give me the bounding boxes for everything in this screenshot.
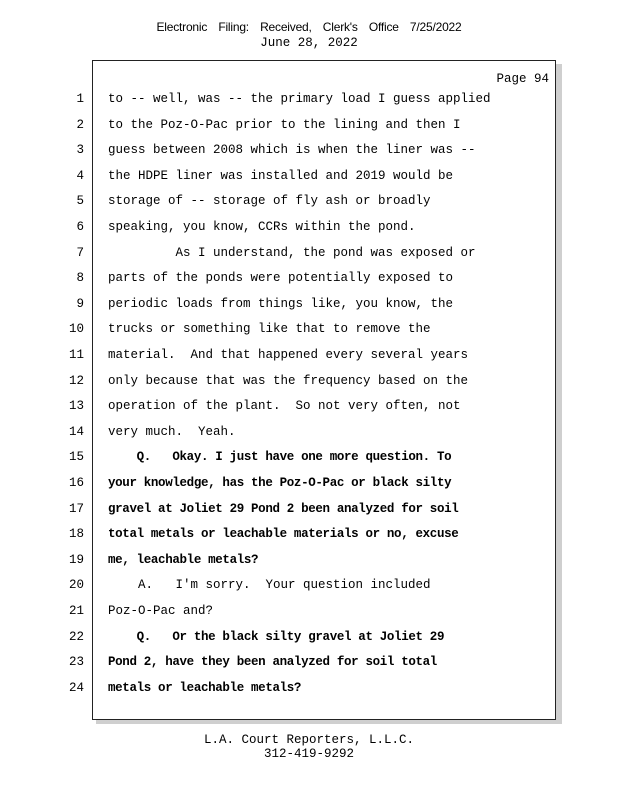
transcript-line	[0, 604, 618, 630]
transcript-line	[0, 220, 618, 246]
filing-stamp-electronic: Electronic	[156, 20, 208, 34]
transcript-line	[0, 194, 618, 220]
filing-stamp	[0, 20, 618, 34]
transcript-line	[0, 425, 618, 451]
transcript-line	[0, 681, 618, 707]
line-number: 20	[68, 578, 84, 593]
transcript-line	[0, 450, 618, 476]
line-text: periodic loads from things like, you know, the	[108, 296, 454, 311]
transcript-line	[0, 348, 618, 374]
transcript-line	[0, 553, 618, 579]
filing-stamp-received: Received,	[260, 20, 312, 34]
footer-company: L.A. Court Reporters, L.L.C.	[203, 733, 415, 747]
line-text: your knowledge, has the Poz-O-Pac or black silty	[108, 476, 452, 490]
line-number: 4	[76, 168, 84, 183]
line-number: 9	[76, 296, 84, 311]
line-text: trucks or something like that to remove the	[108, 322, 431, 337]
line-number: 15	[68, 450, 84, 465]
filing-stamp-date: 7/25/2022	[409, 20, 462, 34]
line-text: very much. Yeah.	[108, 424, 236, 439]
line-number: 10	[68, 322, 84, 337]
line-text: total metals or leachable materials or no, excuse	[108, 527, 459, 542]
line-number: 3	[76, 143, 84, 158]
transcript-line	[0, 578, 618, 604]
line-text: to -- well, was -- the primary load I guess applied	[108, 92, 491, 106]
line-number: 18	[68, 527, 84, 542]
transcript-line	[0, 527, 618, 553]
footer	[0, 733, 618, 761]
line-text: Q. Or the black silty gravel at Joliet 29	[108, 629, 445, 644]
footer-phone: 312-419-9292	[263, 747, 354, 761]
line-number: 16	[68, 476, 84, 490]
transcript-line	[0, 246, 618, 272]
transcript-line	[0, 297, 618, 323]
line-text: the HDPE liner was installed and 2019 would be	[108, 168, 454, 183]
page-number: Page 94	[496, 72, 549, 86]
line-text: Pond 2, have they been analyzed for soil total	[108, 655, 437, 670]
filing-stamp-filing: Filing:	[218, 20, 249, 34]
deposition-date: June 28, 2022	[260, 36, 358, 50]
line-number: 7	[76, 245, 84, 260]
line-number: 6	[76, 220, 84, 234]
transcript-line	[0, 476, 618, 502]
line-text: storage of -- storage of fly ash or broadly	[108, 194, 431, 209]
transcript-line	[0, 655, 618, 681]
line-number: 1	[76, 92, 84, 106]
line-text: me, leachable metals?	[108, 552, 259, 567]
line-text: metals or leachable metals?	[108, 680, 302, 695]
transcript-line	[0, 630, 618, 656]
line-number: 23	[68, 655, 84, 670]
line-text: material. And that happened every several years	[108, 348, 469, 362]
line-text: parts of the ponds were potentially exposed to	[108, 271, 454, 286]
line-text: guess between 2008 which is when the liner was --	[108, 143, 476, 158]
line-number: 17	[68, 501, 84, 516]
transcript-line	[0, 374, 618, 400]
transcript-line	[0, 322, 618, 348]
transcript-line	[0, 92, 618, 118]
line-number: 21	[68, 604, 84, 618]
line-number: 14	[68, 424, 84, 439]
line-text: only because that was the frequency based on the	[108, 373, 469, 388]
line-text: operation of the plant. So not very often, not	[108, 399, 461, 414]
transcript-line	[0, 143, 618, 169]
line-number: 12	[68, 373, 84, 388]
line-number: 11	[68, 348, 84, 362]
line-number: 5	[76, 194, 84, 209]
filing-stamp-office: Office	[368, 20, 399, 34]
transcript-line	[0, 118, 618, 144]
line-text: A. I'm sorry. Your question included	[108, 578, 431, 593]
line-number: 2	[76, 117, 84, 132]
line-number: 24	[68, 680, 84, 695]
line-text: gravel at Joliet 29 Pond 2 been analyzed for soil	[108, 501, 459, 516]
line-number: 19	[68, 552, 84, 567]
line-text: speaking, you know, CCRs within the pond.	[108, 220, 416, 234]
line-text: to the Poz-O-Pac prior to the lining and then I	[108, 117, 461, 132]
filing-stamp-clerks: Clerk's	[322, 20, 358, 34]
line-text: Poz-O-Pac and?	[108, 604, 214, 618]
line-number: 8	[76, 271, 84, 286]
transcript-line	[0, 169, 618, 195]
line-number: 13	[68, 399, 84, 414]
transcript-line	[0, 271, 618, 297]
transcript-line	[0, 502, 618, 528]
line-text: As I understand, the pond was exposed or	[108, 245, 476, 260]
line-text: Q. Okay. I just have one more question. To	[108, 450, 452, 465]
line-number: 22	[68, 629, 84, 644]
transcript-line	[0, 399, 618, 425]
